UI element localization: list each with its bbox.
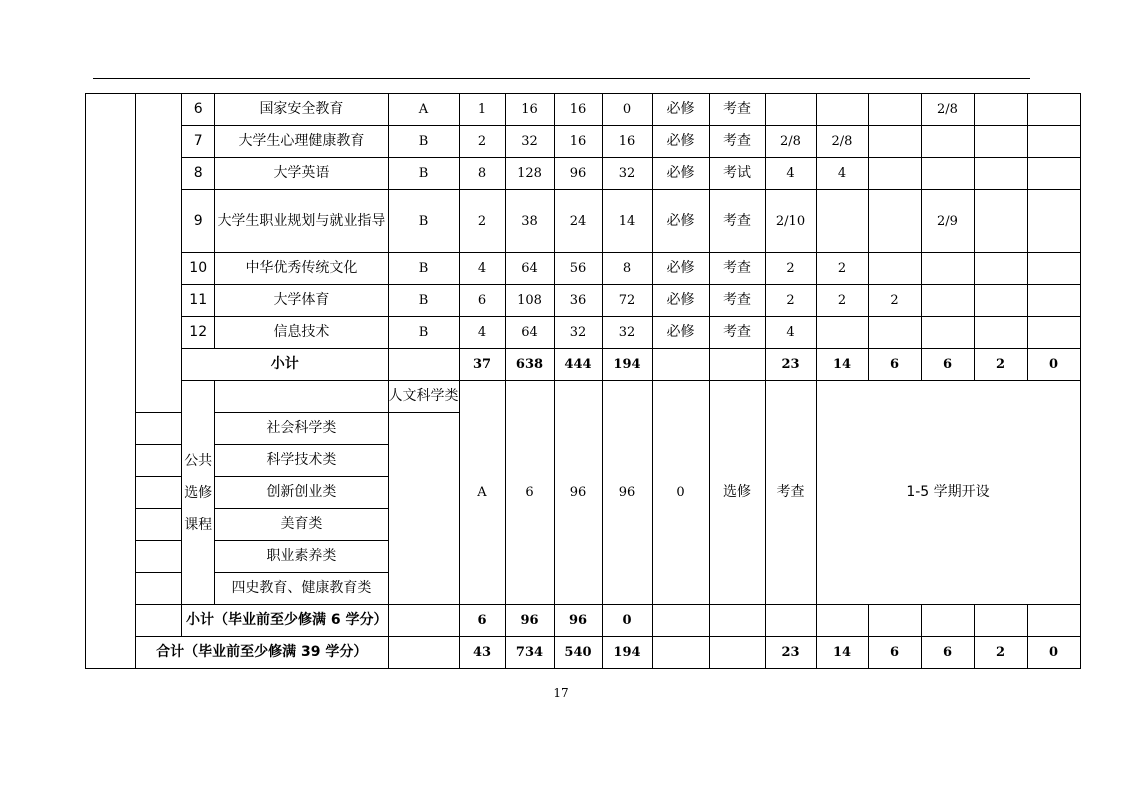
semester-5 (974, 190, 1027, 253)
course-nature: 必修 (652, 253, 709, 285)
row-number: 12 (182, 317, 215, 349)
total-hours: 38 (505, 190, 554, 253)
semester-5 (974, 158, 1027, 190)
semester-6 (1027, 94, 1080, 126)
practice-hours: 8 (602, 253, 652, 285)
course-nature: 必修 (652, 285, 709, 317)
semester-6 (1027, 317, 1080, 349)
semester-5 (974, 285, 1027, 317)
total-hours: 32 (505, 126, 554, 158)
semester-1: 4 (765, 158, 816, 190)
elective-practice: 0 (652, 381, 709, 605)
semester-4 (921, 317, 974, 349)
semester-6 (1027, 158, 1080, 190)
assessment: 考查 (709, 126, 765, 158)
course-nature: 必修 (652, 317, 709, 349)
elective-type: A (459, 381, 505, 605)
subtotal-label: 小计 (182, 349, 389, 381)
course-type: B (388, 190, 459, 253)
credit: 2 (459, 126, 505, 158)
semester-1: 2/10 (765, 190, 816, 253)
elective-total: 96 (554, 381, 602, 605)
table-row (86, 126, 1081, 158)
course-name: 信息技术 (215, 317, 388, 349)
course-name: 国家安全教育 (215, 94, 388, 126)
elective-category: 美育类 (215, 509, 388, 541)
subtotal-credit: 37 (459, 349, 505, 381)
semester-3 (868, 317, 921, 349)
practice-hours: 14 (602, 190, 652, 253)
credit: 6 (459, 285, 505, 317)
elective-category: 人文科学类 (388, 381, 459, 413)
practice-hours: 16 (602, 126, 652, 158)
grand-total-s1: 23 (765, 637, 816, 669)
subtotal-total: 638 (505, 349, 554, 381)
semester-2: 4 (816, 158, 868, 190)
practice-hours: 72 (602, 285, 652, 317)
semester-1 (765, 94, 816, 126)
table-row (86, 94, 1081, 126)
grand-total-s4: 6 (921, 637, 974, 669)
grand-total-theory: 540 (554, 637, 602, 669)
theory-hours: 16 (554, 126, 602, 158)
elective-semester-note: 1-5 学期开设 (816, 381, 1080, 605)
practice-hours: 32 (602, 158, 652, 190)
elective-subtotal-credit: 6 (459, 605, 505, 637)
elective-subtotal-row (86, 605, 1081, 637)
theory-hours: 24 (554, 190, 602, 253)
subtotal-row (86, 349, 1081, 381)
subtotal-s3: 6 (868, 349, 921, 381)
semester-5 (974, 253, 1027, 285)
subtotal-s6: 0 (1027, 349, 1080, 381)
semester-2: 2 (816, 253, 868, 285)
course-nature: 必修 (652, 190, 709, 253)
category-cell-blank (86, 94, 136, 669)
row-number: 7 (182, 126, 215, 158)
subtotal-s4: 6 (921, 349, 974, 381)
elective-assess: 考查 (765, 381, 816, 605)
semester-3: 2 (868, 285, 921, 317)
total-hours: 64 (505, 253, 554, 285)
semester-2 (816, 317, 868, 349)
course-nature: 必修 (652, 94, 709, 126)
course-name: 大学英语 (215, 158, 388, 190)
course-type: A (388, 94, 459, 126)
grand-total-s2: 14 (816, 637, 868, 669)
course-name: 大学生职业规划与就业指导 (215, 190, 388, 253)
course-name: 大学生心理健康教育 (215, 126, 388, 158)
theory-hours: 96 (554, 158, 602, 190)
elective-subtotal-label: 小计（毕业前至少修满 6 学分） (182, 605, 389, 637)
theory-hours: 32 (554, 317, 602, 349)
semester-3 (868, 94, 921, 126)
assessment: 考查 (709, 94, 765, 126)
credit: 4 (459, 317, 505, 349)
elective-subtotal-practice: 0 (602, 605, 652, 637)
elective-credit: 6 (505, 381, 554, 605)
semester-4 (921, 253, 974, 285)
elective-theory: 96 (602, 381, 652, 605)
theory-hours: 56 (554, 253, 602, 285)
elective-subtotal-theory: 96 (554, 605, 602, 637)
elective-row (86, 381, 1081, 413)
total-hours: 108 (505, 285, 554, 317)
assessment: 考查 (709, 253, 765, 285)
elective-category: 四史教育、健康教育类 (215, 573, 388, 605)
row-number: 9 (182, 190, 215, 253)
elective-group-label (182, 381, 215, 605)
practice-hours: 32 (602, 317, 652, 349)
grand-total-row (86, 637, 1081, 669)
credit: 4 (459, 253, 505, 285)
header-rule (93, 78, 1030, 79)
semester-6 (1027, 253, 1080, 285)
semester-3 (868, 253, 921, 285)
semester-2: 2 (816, 285, 868, 317)
row-number: 8 (182, 158, 215, 190)
total-hours: 128 (505, 158, 554, 190)
semester-5 (974, 94, 1027, 126)
semester-4 (921, 158, 974, 190)
semester-5 (974, 126, 1027, 158)
subtotal-practice: 194 (602, 349, 652, 381)
table-row (86, 190, 1081, 253)
subtotal-s5: 2 (974, 349, 1027, 381)
course-nature: 必修 (652, 158, 709, 190)
assessment: 考查 (709, 285, 765, 317)
grand-total-s5: 2 (974, 637, 1027, 669)
total-hours: 16 (505, 94, 554, 126)
course-type: B (388, 158, 459, 190)
course-name: 大学体育 (215, 285, 388, 317)
course-type: B (388, 253, 459, 285)
semester-4 (921, 126, 974, 158)
grand-total-label: 合计（毕业前至少修满 39 学分） (136, 637, 389, 669)
elective-subtotal-total: 96 (505, 605, 554, 637)
semester-2 (816, 190, 868, 253)
theory-hours: 36 (554, 285, 602, 317)
semester-5 (974, 317, 1027, 349)
table-row (86, 253, 1081, 285)
table-row (86, 317, 1081, 349)
subtotal-s2: 14 (816, 349, 868, 381)
curriculum-table (85, 93, 1081, 669)
semester-4: 2/9 (921, 190, 974, 253)
course-nature: 必修 (652, 126, 709, 158)
row-number: 6 (182, 94, 215, 126)
table-row (86, 158, 1081, 190)
practice-hours: 0 (602, 94, 652, 126)
elective-nature: 选修 (709, 381, 765, 605)
assessment: 考试 (709, 158, 765, 190)
semester-1: 2 (765, 253, 816, 285)
semester-1: 2/8 (765, 126, 816, 158)
semester-3 (868, 158, 921, 190)
course-type: B (388, 317, 459, 349)
grand-total-credit: 43 (459, 637, 505, 669)
semester-1: 2 (765, 285, 816, 317)
semester-6 (1027, 126, 1080, 158)
course-type: B (388, 285, 459, 317)
semester-4: 2/8 (921, 94, 974, 126)
grand-total-s3: 6 (868, 637, 921, 669)
course-name: 中华优秀传统文化 (215, 253, 388, 285)
subcategory-cell-blank (136, 94, 182, 413)
elective-category: 社会科学类 (215, 413, 388, 445)
elective-category: 科学技术类 (215, 445, 388, 477)
total-hours: 64 (505, 317, 554, 349)
semester-2 (816, 94, 868, 126)
row-number: 11 (182, 285, 215, 317)
semester-1: 4 (765, 317, 816, 349)
grand-total-total: 734 (505, 637, 554, 669)
elective-category: 职业素养类 (215, 541, 388, 573)
credit: 8 (459, 158, 505, 190)
elective-group-text: 公共选修课程 (184, 452, 213, 533)
semester-3 (868, 190, 921, 253)
assessment: 考查 (709, 317, 765, 349)
theory-hours: 16 (554, 94, 602, 126)
semester-6 (1027, 190, 1080, 253)
credit: 2 (459, 190, 505, 253)
semester-4 (921, 285, 974, 317)
table-row (86, 285, 1081, 317)
semester-2: 2/8 (816, 126, 868, 158)
row-number: 10 (182, 253, 215, 285)
subtotal-s1: 23 (765, 349, 816, 381)
semester-6 (1027, 285, 1080, 317)
credit: 1 (459, 94, 505, 126)
course-type: B (388, 126, 459, 158)
elective-category: 创新创业类 (215, 477, 388, 509)
grand-total-s6: 0 (1027, 637, 1080, 669)
semester-3 (868, 126, 921, 158)
page-number: 17 (553, 686, 569, 700)
grand-total-practice: 194 (602, 637, 652, 669)
assessment: 考查 (709, 190, 765, 253)
subtotal-theory: 444 (554, 349, 602, 381)
